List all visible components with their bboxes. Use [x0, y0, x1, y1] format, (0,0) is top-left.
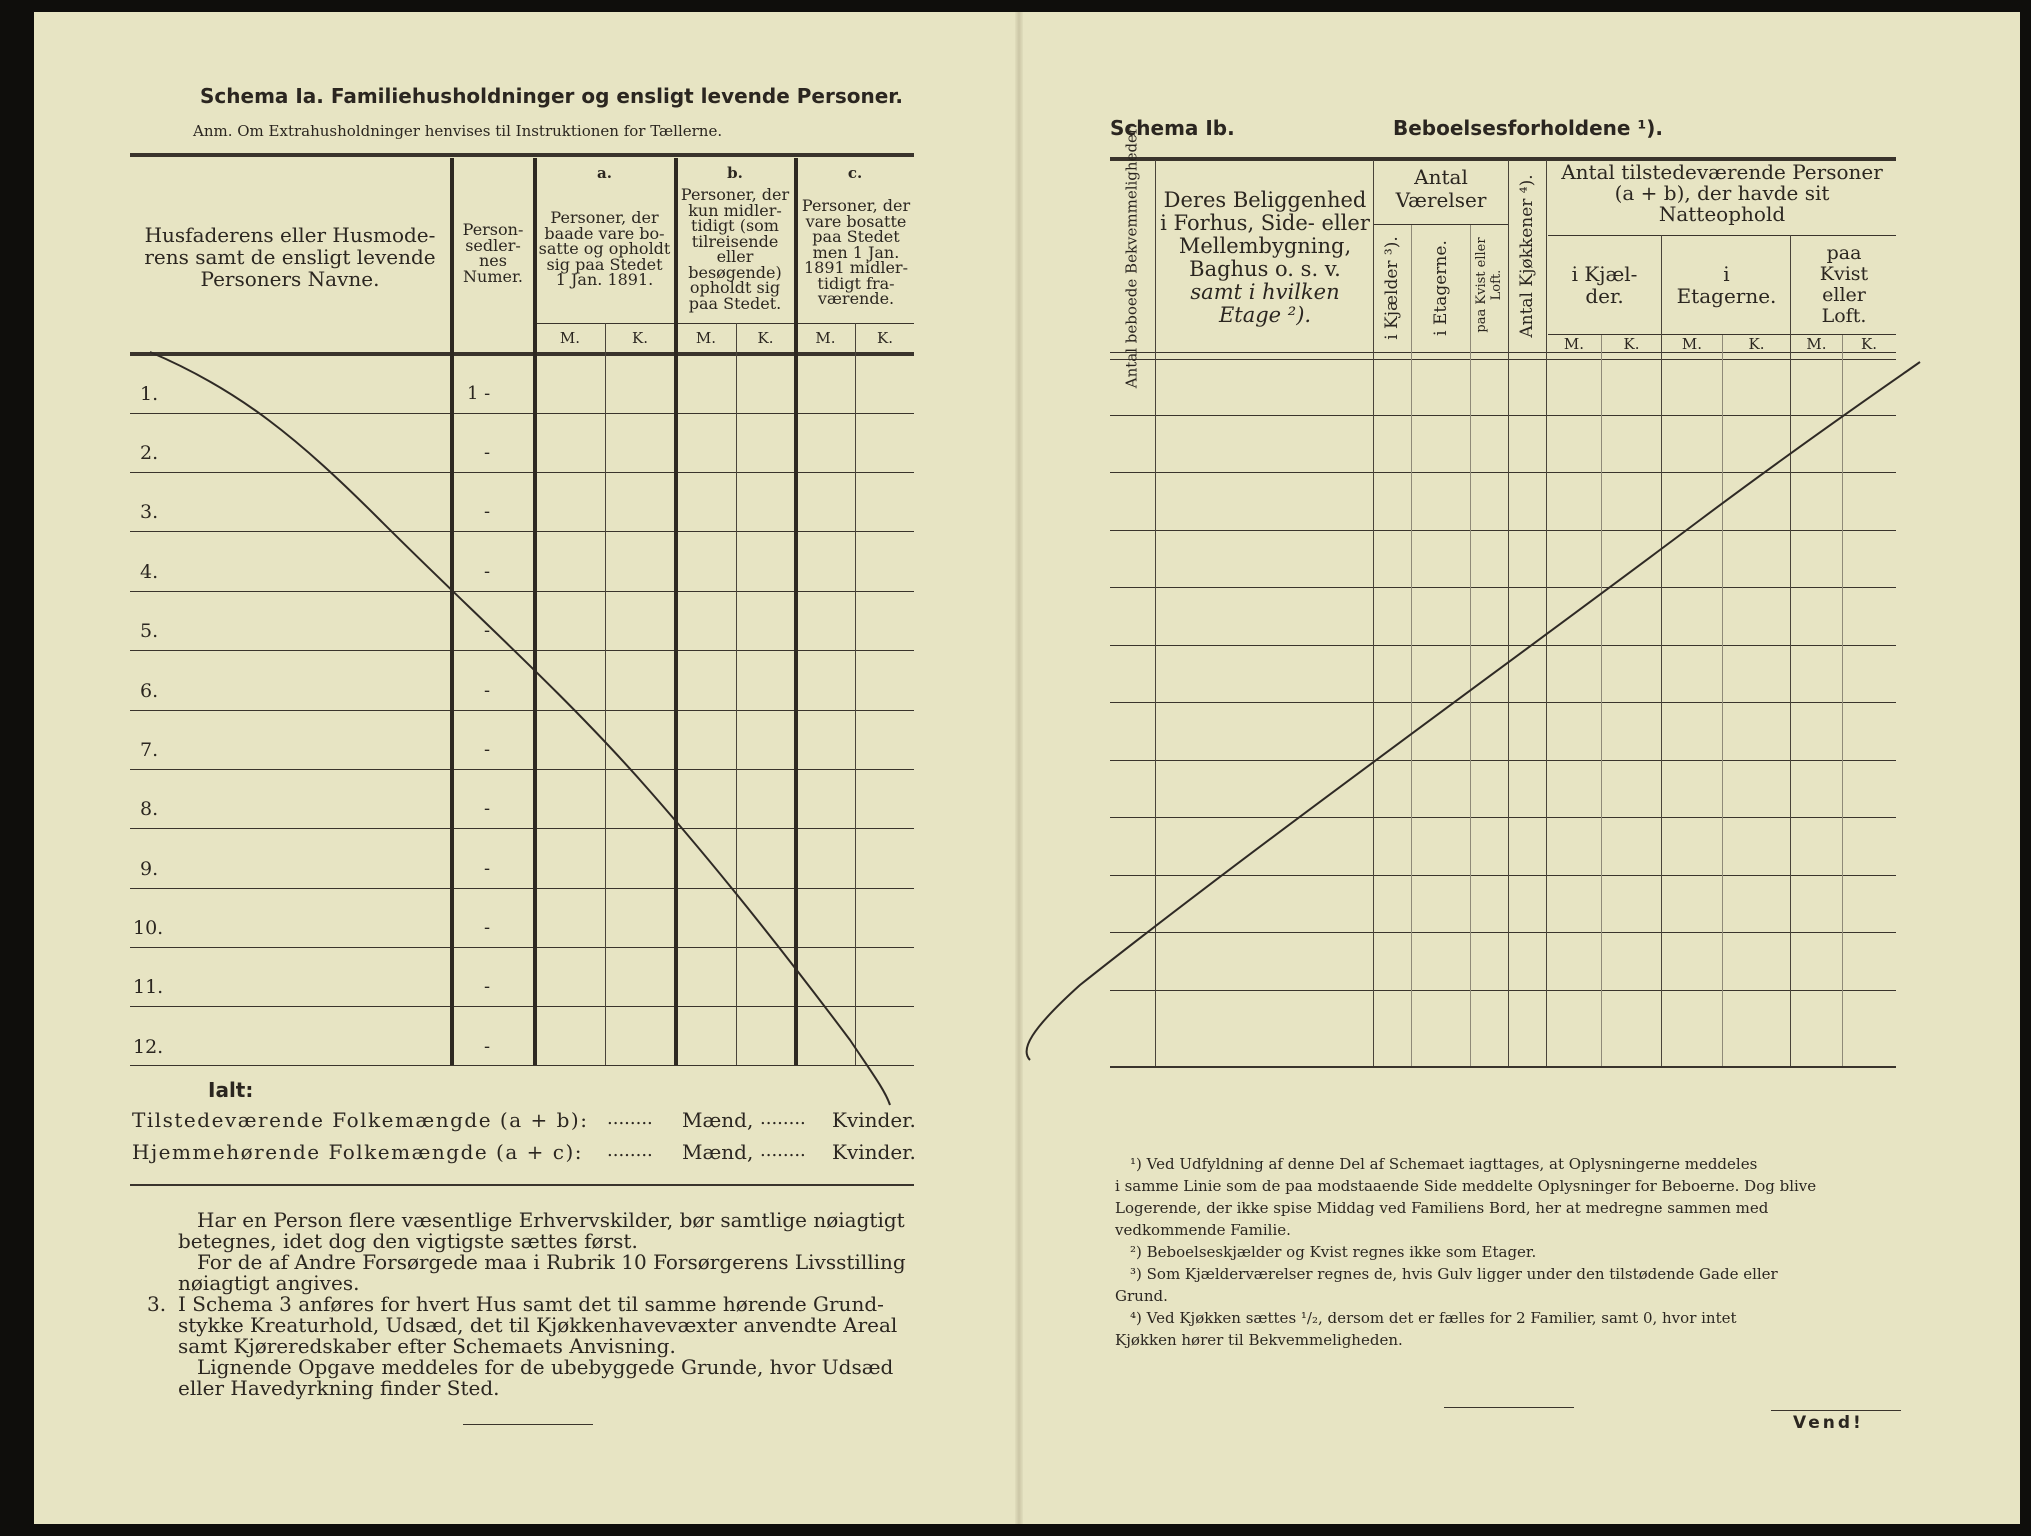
right-title-schema: Schema Ib.: [1110, 116, 1235, 140]
row-number: 3.: [140, 501, 159, 523]
footnote-1: vedkommende Familie.: [1115, 1221, 1291, 1239]
row-person-number: -: [484, 442, 491, 463]
header-c-line: tidigt fra-: [817, 273, 895, 293]
instruction-line: Har en Person flere væsentlige Erhvervskilder, bør samtlige nøiagtigt: [197, 1208, 905, 1232]
header-b-line: eller: [716, 247, 754, 266]
total-present-label: Tilstedeværende Folkemængde (a + b):: [132, 1108, 589, 1132]
header-kvist-line: Loft.: [1489, 269, 1504, 301]
row-number: 1.: [140, 383, 159, 405]
instruction-number: 3.: [147, 1292, 167, 1316]
row-person-number: -: [484, 1036, 491, 1057]
instruction-line: eller Havedyrkning finder Sted.: [178, 1376, 500, 1400]
row-person-number: -: [484, 561, 491, 582]
row-number: 2.: [140, 442, 159, 464]
header-c-line: Personer, der: [801, 196, 911, 215]
row-person-number: -: [484, 858, 491, 879]
total-resident-dots-women: ........: [760, 1140, 806, 1161]
instruction-line: For de af Andre Forsørgede maa i Rubrik 10 Forsørgerens Livsstilling: [197, 1250, 906, 1274]
header-c-line: paa Stedet: [812, 227, 900, 246]
header-persons-line: Natteophold: [1658, 202, 1786, 226]
header-vaerelser-line: Værelser: [1395, 188, 1487, 212]
row-number: 11.: [133, 976, 164, 998]
footnote-3: ³) Som Kjælderværelser regnes de, hvis Gulv ligger under den tilstødende Gade eller: [1130, 1265, 1778, 1283]
header-names-line: rens samt de ensligt levende: [144, 245, 436, 269]
header-location-line: i Forhus, Side- eller: [1160, 211, 1370, 235]
header-persons-kvist-line: paa: [1826, 242, 1862, 264]
header-c-line: vare bosatte: [805, 211, 907, 231]
header-number-line: Person-: [462, 220, 524, 239]
header-number-line: Numer.: [463, 266, 523, 286]
left-note: Anm. Om Extrahusholdninger henvises til Instruktionen for Tællerne.: [193, 122, 723, 140]
header-a-k: K.: [632, 329, 648, 347]
header-a-line: Personer, der: [550, 208, 659, 227]
row-person-number: -: [484, 501, 491, 522]
row-person-number: -: [484, 739, 491, 760]
ialt-label: Ialt:: [208, 1078, 254, 1102]
vend-label: Vend!: [1793, 1413, 1864, 1433]
instruction-line: I Schema 3 anføres for hvert Hus samt det til samme hørende Grund-: [178, 1292, 884, 1316]
header-pq-m: M.: [1806, 335, 1827, 353]
header-b-line: tidigt (som: [691, 216, 779, 235]
header-persons-line: Antal tilstedeværende Personer: [1561, 160, 1883, 184]
footnote-3: Grund.: [1115, 1287, 1168, 1305]
header-persons-kvist-line: Loft.: [1821, 305, 1867, 327]
header-kvist-line: paa Kvist eller: [1474, 237, 1489, 333]
row-person-number: -: [484, 976, 491, 997]
header-location-line: Baghus o. s. v.: [1189, 257, 1341, 281]
header-number-line: sedler-: [465, 235, 521, 255]
header-etagerne: i Etagerne.: [1431, 240, 1451, 336]
row-number: 4.: [140, 561, 159, 583]
header-kjaelder: i Kjælder ³).: [1382, 236, 1402, 340]
instruction-line: Lignende Opgave meddeles for de ubebyggede Grunde, hvor Udsæd: [197, 1355, 894, 1379]
instruction-line: stykke Kreaturhold, Udsæd, det til Kjøkkenhavevæxter anvendte Areal: [178, 1313, 898, 1337]
header-b-m: M.: [695, 329, 717, 347]
header-persons-kjaelder-line: i Kjæl-: [1571, 262, 1638, 286]
row-number: 9.: [140, 858, 159, 880]
total-present-women: Kvinder.: [832, 1108, 916, 1132]
header-pk-k: K.: [1623, 335, 1640, 353]
header-kjokkener: Antal Kjøkkener ⁴).: [1517, 174, 1537, 338]
header-pk-m: M.: [1563, 335, 1585, 353]
header-persons-etagerne-line: Etagerne.: [1676, 284, 1777, 308]
header-names-line: Husfaderens eller Husmode-: [144, 223, 436, 247]
header-persons-line: (a + b), der havde sit: [1614, 181, 1830, 205]
header-persons-kjaelder-line: der.: [1585, 284, 1624, 308]
header-a-line: 1 Jan. 1891.: [555, 270, 654, 289]
footnote-1: Logerende, der ikke spise Middag ved Familiens Bord, her at medregne sammen med: [1115, 1199, 1769, 1217]
row-number: 6.: [140, 680, 159, 702]
total-present-dots-women: ........: [760, 1108, 806, 1129]
row-number: 10.: [133, 917, 164, 939]
total-present-men: Mænd,: [682, 1108, 754, 1132]
total-resident-women: Kvinder.: [832, 1140, 916, 1164]
total-resident-dots-men: ........: [607, 1140, 653, 1161]
header-c-line: men 1 Jan.: [812, 242, 900, 262]
footnote-4: ⁴) Ved Kjøkken sættes ¹/₂, dersom det er fælles for 2 Familier, samt 0, hvor intet: [1130, 1309, 1737, 1327]
row-person-number: -: [484, 798, 491, 819]
instruction-line: nøiagtigt angives.: [178, 1271, 360, 1295]
header-bekvemmeligheder: Antal beboede Bekvemmeligheder.: [1122, 123, 1141, 389]
header-pe-m: M.: [1681, 335, 1703, 353]
instruction-line: betegnes, idet dog den vigtigste sættes først.: [178, 1229, 638, 1253]
header-b-k: K.: [757, 329, 774, 347]
footnote-1: i samme Linie som de paa modstaaende Side meddelte Oplysninger for Beboerne. Dog blive: [1115, 1177, 1817, 1195]
header-c-line: værende.: [817, 289, 895, 308]
pen-stroke-left: [150, 352, 890, 1105]
header-b-line: tilreisende: [691, 231, 779, 251]
footnote-1: ¹) Ved Udfyldning af denne Del af Schemaet iagttages, at Oplysningerne meddeles: [1130, 1155, 1758, 1173]
header-a-line: sig paa Stedet: [546, 254, 663, 274]
header-b-letter: b.: [727, 164, 743, 182]
header-vaerelser-line: Antal: [1414, 165, 1468, 189]
row-number: 7.: [140, 739, 159, 761]
header-persons-kvist-line: Kvist: [1819, 263, 1869, 285]
header-location-line: Etage ²).: [1218, 303, 1312, 327]
header-a-line: satte og opholdt: [538, 239, 671, 258]
header-c-letter: c.: [847, 164, 863, 182]
instruction-line: samt Kjøreredskaber efter Schemaets Anvisning.: [178, 1334, 676, 1358]
total-resident-men: Mænd,: [682, 1140, 754, 1164]
row-number: 12.: [133, 1036, 164, 1058]
header-b-line: Personer, der: [680, 185, 790, 204]
header-c-k: K.: [877, 329, 893, 347]
total-resident-label: Hjemmehørende Folkemængde (a + c):: [132, 1140, 583, 1164]
header-location-line: samt i hvilken: [1190, 280, 1340, 304]
header-pe-k: K.: [1748, 335, 1765, 353]
header-b-line: besøgende): [688, 262, 782, 282]
header-c-m: M.: [815, 329, 836, 347]
header-b-line: opholdt sig: [689, 278, 781, 297]
header-b-line: paa Stedet.: [688, 293, 782, 313]
header-location-line: Deres Beliggenhed: [1163, 188, 1367, 212]
header-number-line: nes: [479, 251, 507, 270]
header-names-line: Personers Navne.: [200, 267, 380, 291]
row-number: 8.: [140, 798, 159, 820]
header-a-line: baade vare bo-: [544, 223, 665, 243]
footnote-4: Kjøkken hører til Bekvemmeligheden.: [1115, 1331, 1403, 1349]
header-a-m: M.: [559, 329, 581, 347]
left-title: Schema Ia. Familiehusholdninger og ensligt levende Personer.: [200, 84, 903, 108]
total-present-dots-men: ........: [607, 1108, 653, 1129]
row-person-number: -: [484, 680, 491, 701]
row-person-number: 1 -: [467, 383, 491, 404]
header-pq-k: K.: [1861, 335, 1877, 353]
row-person-number: -: [484, 917, 491, 938]
header-persons-etagerne-line: i: [1723, 262, 1730, 286]
header-persons-kvist-line: eller: [1822, 284, 1866, 306]
pen-stroke-right: [1027, 362, 1920, 1060]
row-number: 5.: [140, 620, 159, 642]
header-c-line: 1891 midler-: [804, 258, 908, 277]
header-b-line: kun midler-: [688, 200, 782, 220]
row-person-number: -: [484, 620, 491, 641]
right-title-topic: Beboelsesforholdene ¹).: [1393, 116, 1663, 140]
header-location-line: Mellembygning,: [1178, 234, 1352, 258]
header-a-letter: a.: [597, 164, 612, 182]
footnote-2: ²) Beboelseskjælder og Kvist regnes ikke som Etager.: [1130, 1243, 1537, 1261]
